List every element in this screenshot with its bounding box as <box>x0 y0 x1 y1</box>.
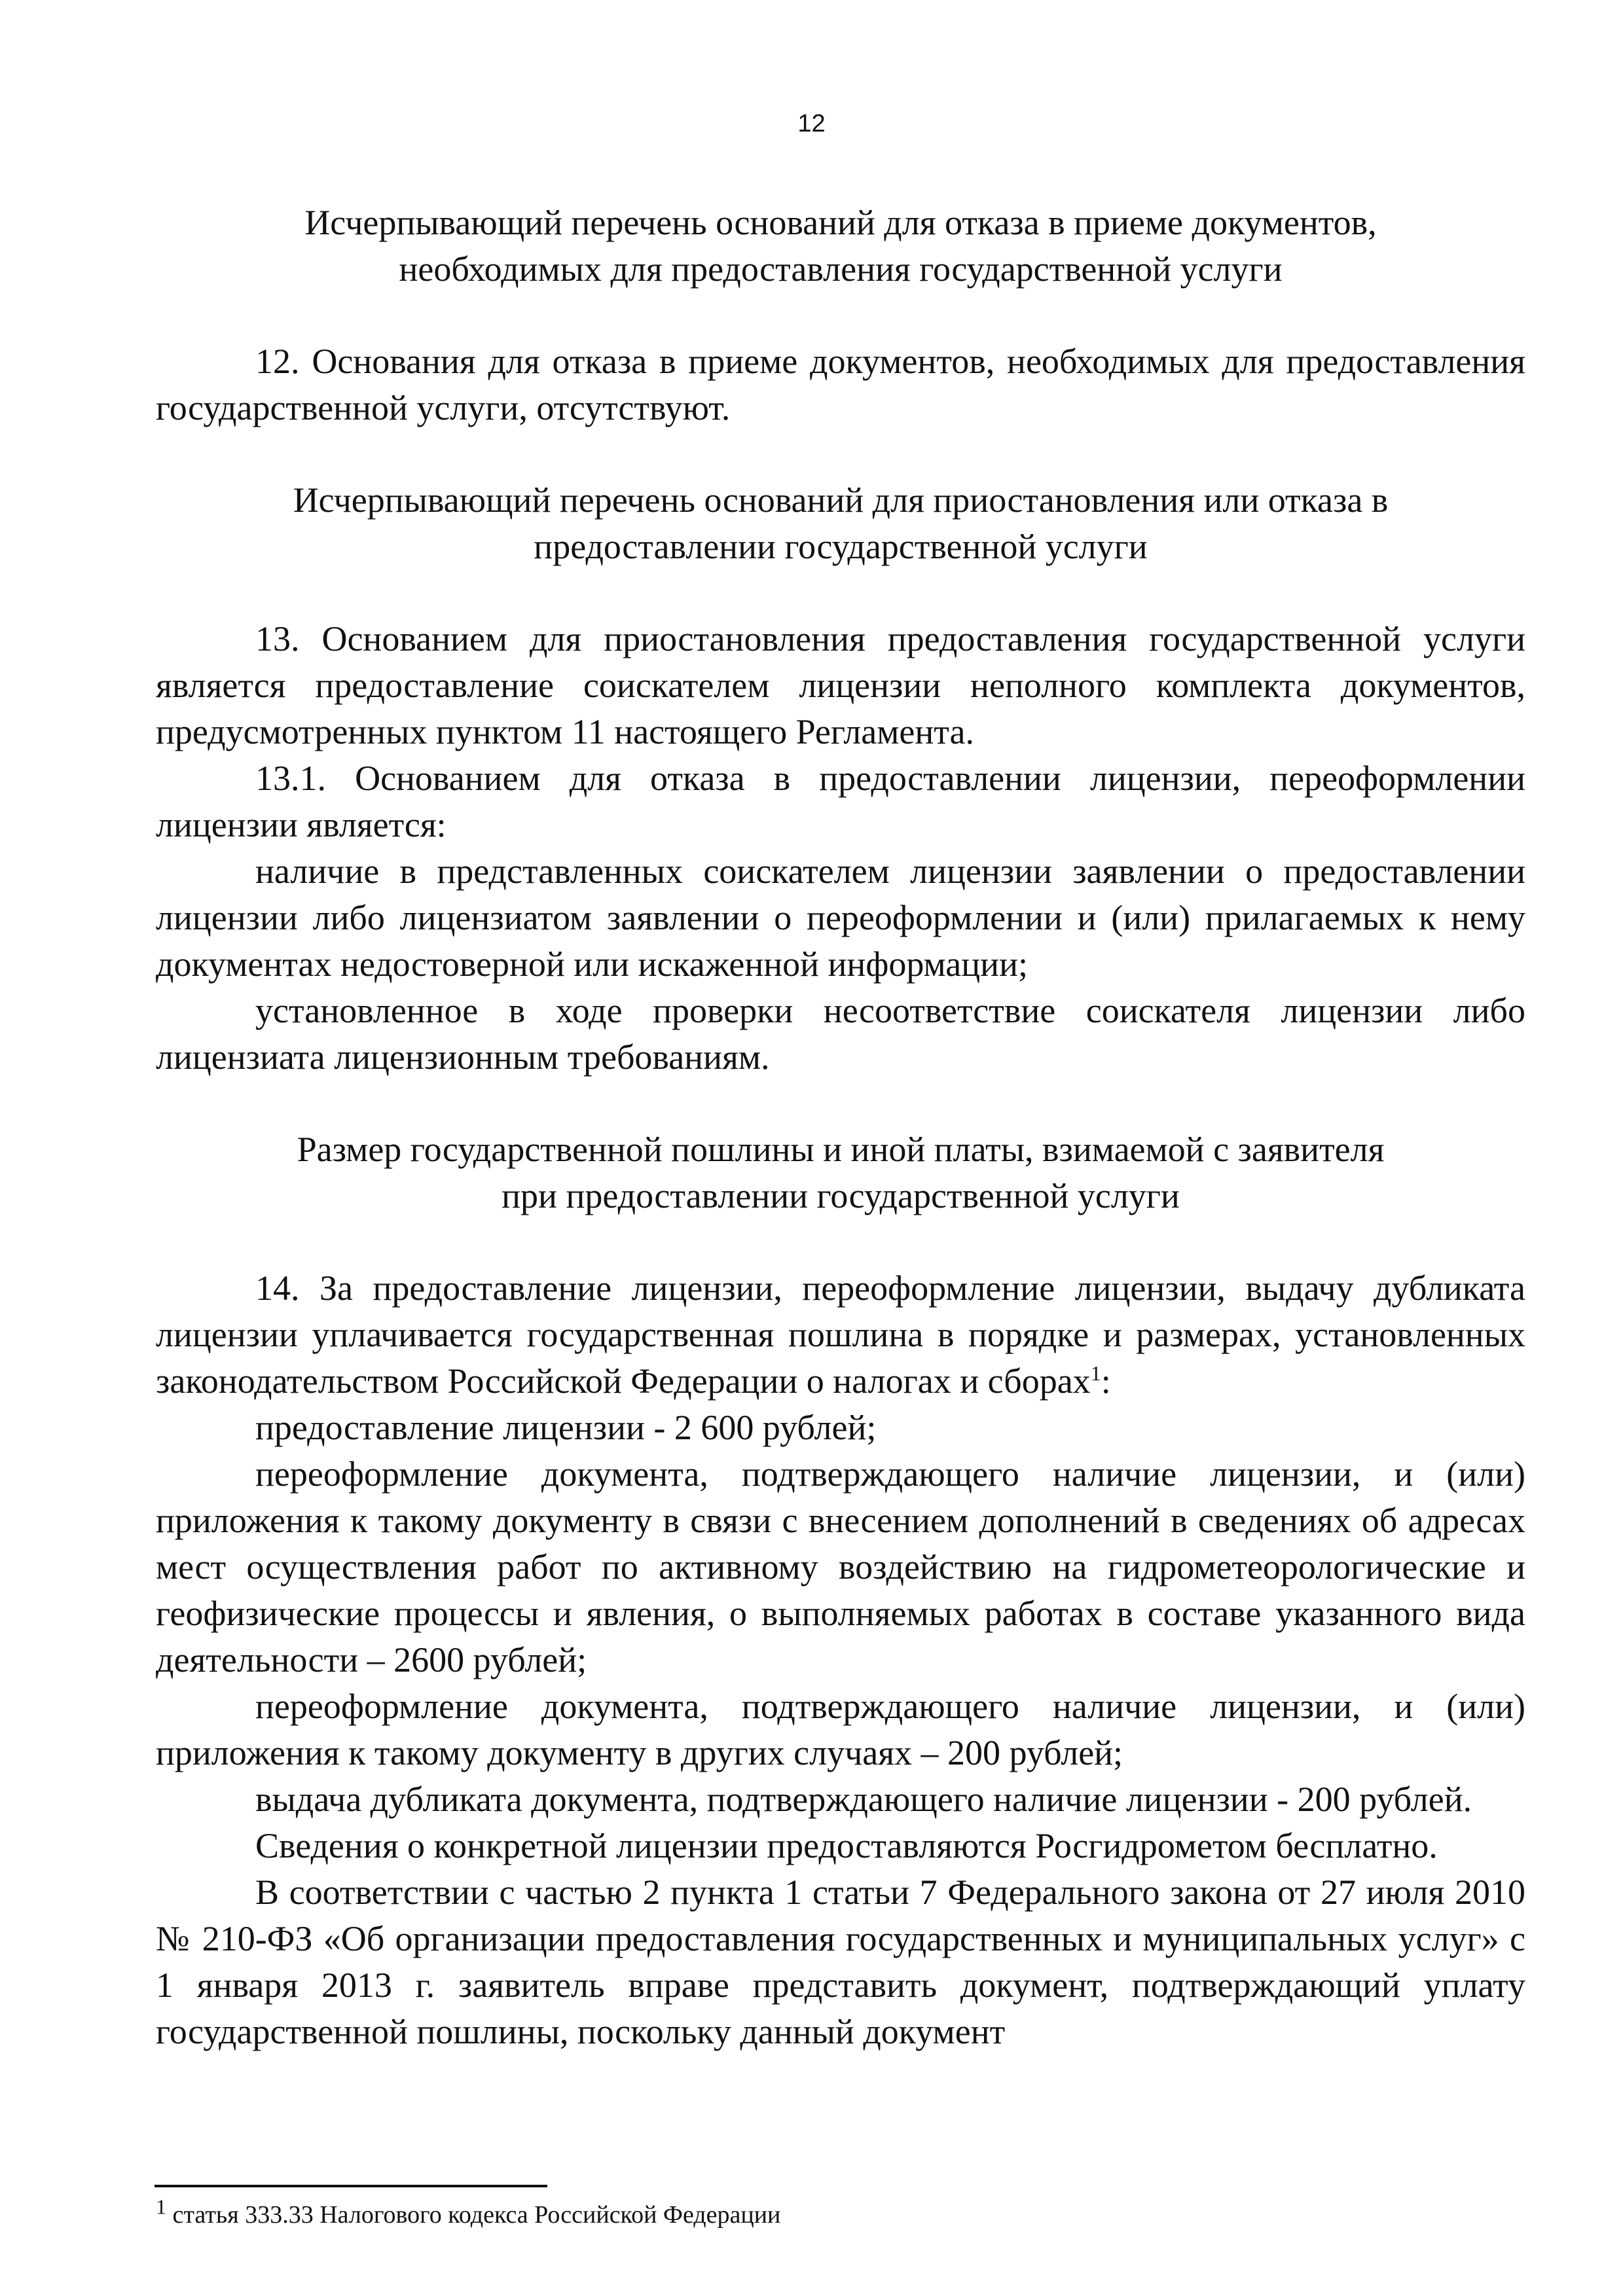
paragraph-13-1-b: установленное в ходе проверки несоответствие соискателя лицензии либо лицензиата лицензионным требованиям. <box>156 991 1525 1077</box>
fee-item-reissue-other: переоформление документа, подтверждающего наличие лицензии, и (или) приложения к такому документу в других случаях – 200 рублей; <box>156 1687 1525 1772</box>
fee-item-license: предоставление лицензии - 2 600 рублей; <box>255 1408 877 1447</box>
paragraph-13: 13. Основанием для приостановления предоставления государственной услуги является предоставление соискателем лицензии неполного комплекта документов, предусмотренных пунктом 11 настоящего Регламента. <box>156 619 1525 751</box>
fee-item-reissue-addresses: переоформление документа, подтверждающего наличие лицензии, и (или) приложения к такому документу в связи с внесением дополнений в сведениях об адресах мест осуществления работ по активному воздействию на гидрометеорологические и геофизические процессы и явления, о выполняемых работах в составе указанного вида деятельности – 2600 рублей; <box>156 1454 1525 1679</box>
footnote-reference: 1 <box>1090 1361 1101 1385</box>
footnote <box>156 2195 1525 2231</box>
heading-refusal-docs: Исчерпывающий перечень оснований для отказа в приеме документов, необходимых для предоставления государственной услуги <box>304 203 1377 289</box>
paragraph-13-1-a: наличие в представленных соискателем лицензии заявлении о предоставлении лицензии либо лицензиатом заявлении о переоформлении и (или) прилагаемых к нему документах недостоверной или искаженной информации; <box>156 852 1525 984</box>
document-body <box>156 200 1525 2055</box>
paragraph-13-1: 13.1. Основанием для отказа в предоставлении лицензии, переоформлении лицензии является: <box>156 759 1525 844</box>
page-number: 12 <box>797 110 826 137</box>
footnote-separator <box>155 2185 547 2187</box>
heading-fee: Размер государственной пошлины и иной платы, взимаемой с заявителя при предоставлении государственной услуги <box>297 1130 1385 1215</box>
heading-suspension: Исчерпывающий перечень оснований для приостановления или отказа в предоставлении государственной услуги <box>293 480 1389 566</box>
paragraph-info-free: Сведения о конкретной лицензии предоставляются Росгидрометом бесплатно. <box>255 1826 1438 1865</box>
paragraph-14-end: : <box>1101 1361 1111 1401</box>
footnote-mark: 1 <box>156 2195 166 2219</box>
paragraph-14 <box>156 1265 1525 1405</box>
paragraph-12: 12. Основания для отказа в приеме документов, необходимых для предоставления государственной услуги, отсутствуют. <box>156 342 1525 427</box>
paragraph-14-text: 14. За предоставление лицензии, переоформление лицензии, выдачу дубликата лицензии уплачивается государственная пошлина в порядке и размерах, установленных законодательством Российской Федерации о налогах и сборах <box>156 1268 1525 1401</box>
paragraph-law-reference: В соответствии с частью 2 пункта 1 статьи 7 Федерального закона от 27 июля 2010 № 210-ФЗ «Об организации предоставления государственных и муниципальных услуг» с 1 января 2013 г. заявитель вправе представить документ, подтверждающий уплату государственной пошлины, поскольку данный документ <box>156 1873 1525 2051</box>
fee-item-duplicate: выдача дубликата документа, подтверждающего наличие лицензии - 200 рублей. <box>255 1780 1472 1819</box>
footnote-text: статья 333.33 Налогового кодекса Российской Федерации <box>166 2201 781 2229</box>
